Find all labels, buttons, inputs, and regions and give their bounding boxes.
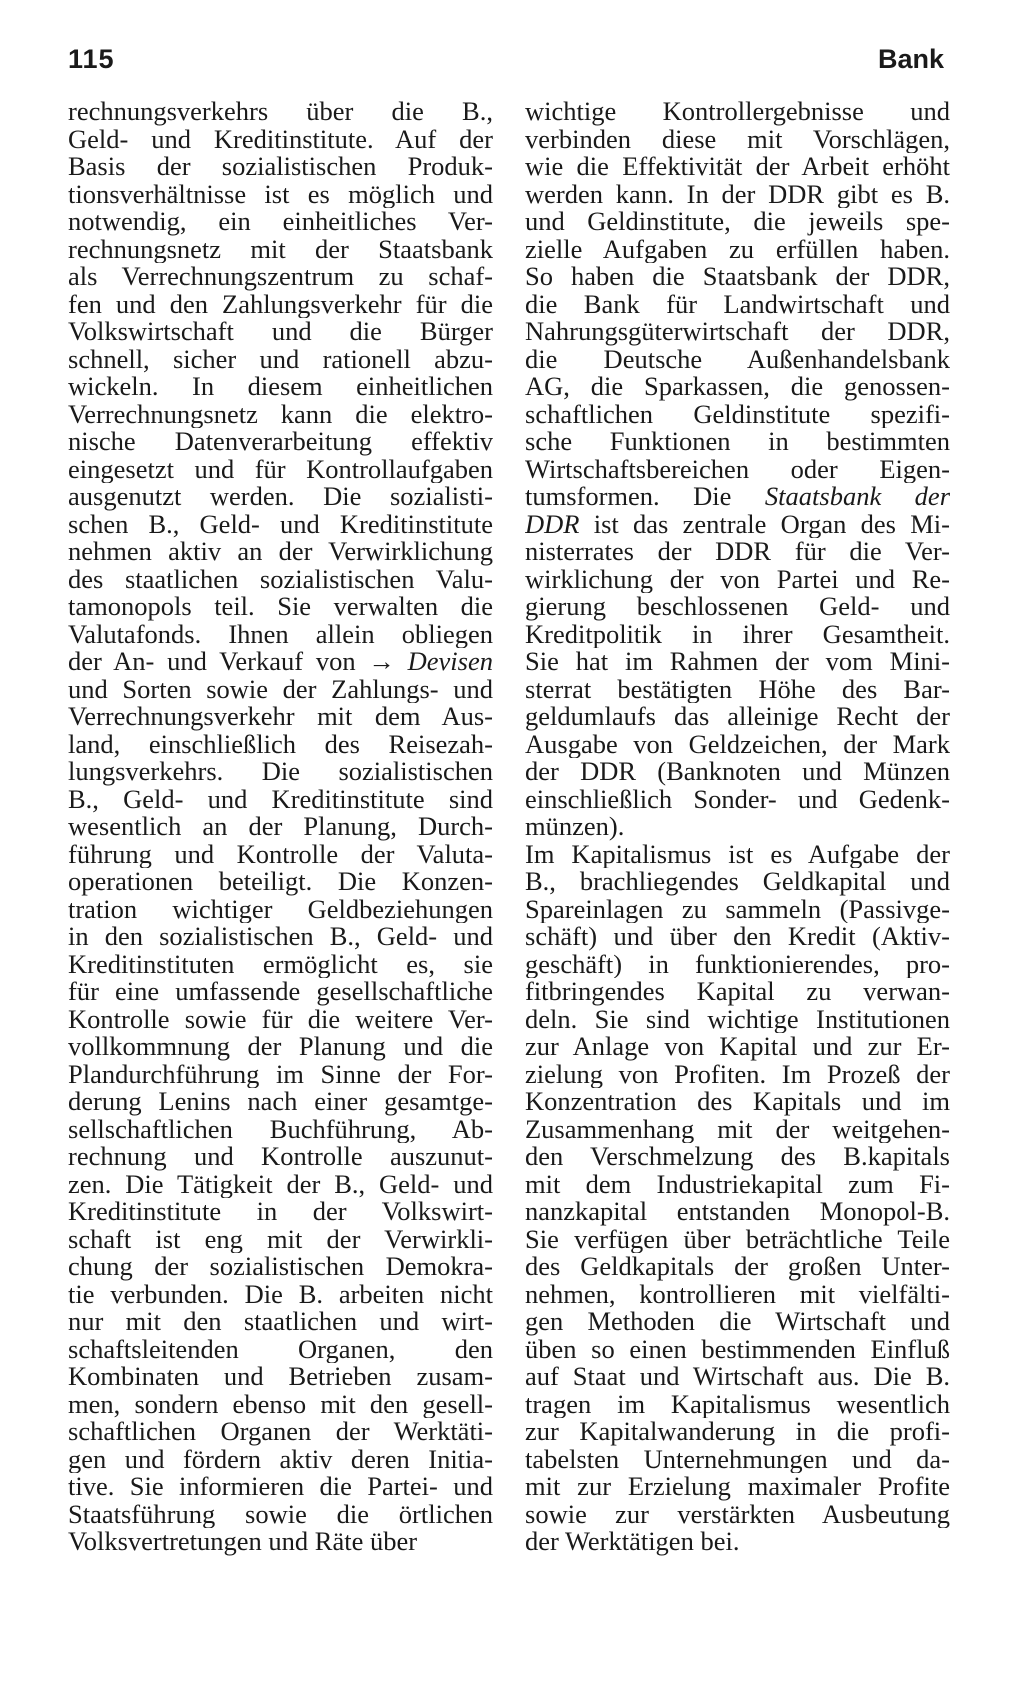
text-line <box>525 621 950 649</box>
text-segment: Kreditpolitik in ihrer Gesamtheit. <box>525 620 950 648</box>
text-segment: rechnungsverkehrs über die B., <box>68 98 493 126</box>
text-segment: Geld- und Kreditinstitute. Auf der <box>68 125 493 153</box>
text-segment: land, einschließlich des Reisezah- <box>68 730 493 758</box>
text-segment: notwendig, ein einheitliches Ver- <box>68 208 493 236</box>
text-segment: zur Anlage von Kapital und zur Er- <box>525 1033 950 1061</box>
text-segment: die Deutsche Außenhandelsbank <box>525 345 950 373</box>
text-line <box>68 1501 493 1529</box>
text-segment: zielung von Profiten. Im Prozeß der <box>525 1060 950 1088</box>
text-line <box>68 98 493 126</box>
text-segment: Spareinlagen zu sammeln (Passivge- <box>525 895 950 923</box>
text-line <box>525 731 950 759</box>
text-segment: nisterrates der DDR für die Ver- <box>525 538 950 566</box>
text-line <box>525 951 950 979</box>
text-line <box>525 1473 950 1501</box>
text-segment: der DDR (Banknoten und Münzen <box>525 758 950 786</box>
text-line <box>525 1363 950 1391</box>
text-line <box>525 758 950 786</box>
text-segment: nische Datenverarbeitung effektiv <box>68 428 493 456</box>
text-line <box>68 538 493 566</box>
text-segment: eingesetzt und für Kontrollaufgaben <box>68 455 493 483</box>
text-segment: nanzkapital entstanden Monopol-B. <box>525 1198 950 1226</box>
text-segment: fen und den Zahlungsverkehr für die <box>68 290 493 318</box>
text-segment: tie verbunden. Die B. arbeiten nicht <box>68 1280 493 1308</box>
text-line <box>68 648 493 676</box>
text-segment: in den sozialistischen B., Geld- und <box>68 923 493 951</box>
text-segment: sowie zur verstärkten Ausbeutung <box>525 1500 950 1528</box>
text-column-left <box>68 98 493 1556</box>
text-line <box>68 566 493 594</box>
text-line <box>525 1391 950 1419</box>
text-line <box>525 153 950 181</box>
text-line <box>68 1336 493 1364</box>
text-segment: chung der sozialistischen Demokra- <box>68 1253 493 1281</box>
text-segment: ist das zentrale Organ des Mi- <box>579 510 950 538</box>
text-segment: der Werktätigen bei. <box>525 1528 740 1556</box>
text-segment: Volkswirtschaft und die Bürger <box>68 318 493 346</box>
text-segment: zen. Die Tätigkeit der B., Geld- und <box>68 1170 493 1198</box>
text-segment: Wirtschaftsbereichen oder Eigen- <box>525 455 950 483</box>
text-segment: gierung beschlossenen Geld- und <box>525 593 950 621</box>
text-line <box>68 181 493 209</box>
text-segment: Staatsführung sowie die örtlichen <box>68 1500 493 1528</box>
text-line <box>525 978 950 1006</box>
text-segment: Sie verfügen über beträchtliche Teile <box>525 1225 950 1253</box>
text-line <box>68 1226 493 1254</box>
text-line <box>525 896 950 924</box>
text-segment: nehmen, kontrollieren mit vielfälti- <box>525 1280 950 1308</box>
text-line <box>525 1088 950 1116</box>
text-segment: fitbringendes Kapital zu verwan- <box>525 978 950 1006</box>
text-segment: münzen). <box>525 813 625 841</box>
text-segment: ausgenutzt werden. Die sozialisti- <box>68 483 493 511</box>
text-segment: rechnungsnetz mit der Staatsbank <box>68 235 493 263</box>
text-line <box>525 1446 950 1474</box>
text-line <box>68 593 493 621</box>
text-line <box>525 291 950 319</box>
text-segment: AG, die Sparkassen, die genossen- <box>525 373 950 401</box>
text-line <box>68 978 493 1006</box>
text-segment: schaftlichen Organen der Werktäti- <box>68 1418 493 1446</box>
text-line <box>525 1281 950 1309</box>
text-line <box>68 1061 493 1089</box>
text-line <box>68 1171 493 1199</box>
text-line <box>68 236 493 264</box>
text-segment: tration wichtiger Geldbeziehungen <box>68 895 493 923</box>
text-segment: und Sorten sowie der Zahlungs- und <box>68 675 493 703</box>
text-line <box>525 483 950 511</box>
text-line <box>525 263 950 291</box>
text-segment: Kreditinstitute in der Volkswirt- <box>68 1198 493 1226</box>
text-line <box>68 1253 493 1281</box>
text-segment: führung und Kontrolle der Valuta- <box>68 840 493 868</box>
text-line <box>525 593 950 621</box>
text-line <box>68 841 493 869</box>
text-line <box>525 98 950 126</box>
text-line <box>525 1308 950 1336</box>
text-segment: tabelsten Unternehmungen und da- <box>525 1445 950 1473</box>
text-segment: gen und fördern aktiv deren Initia- <box>68 1445 493 1473</box>
text-line <box>68 153 493 181</box>
text-line <box>68 951 493 979</box>
text-segment: verbinden diese mit Vorschlägen, <box>525 125 950 153</box>
text-segment: schen B., Geld- und Kreditinstitute <box>68 510 493 538</box>
text-line <box>525 1143 950 1171</box>
text-segment: mit zur Erzielung maximaler Profite <box>525 1473 950 1501</box>
text-line <box>525 923 950 951</box>
text-segment: sche Funktionen in bestimmten <box>525 428 950 456</box>
text-segment: wichtige Kontrollergebnisse und <box>525 98 950 126</box>
text-segment: tamonopols teil. Sie verwalten die <box>68 593 493 621</box>
text-line <box>525 1198 950 1226</box>
text-line <box>68 621 493 649</box>
text-line <box>525 1171 950 1199</box>
text-line <box>68 1528 493 1556</box>
text-line <box>68 373 493 401</box>
text-line <box>525 318 950 346</box>
text-segment: Kontrolle sowie für die weitere Ver- <box>68 1005 493 1033</box>
text-line <box>68 291 493 319</box>
text-line <box>525 1253 950 1281</box>
text-line <box>68 1473 493 1501</box>
text-line <box>68 456 493 484</box>
text-line <box>525 1006 950 1034</box>
italic-term: DDR <box>525 510 580 538</box>
text-segment: vollkommnung der Planung und die <box>68 1033 493 1061</box>
text-line <box>525 786 950 814</box>
text-segment: Nahrungsgüterwirtschaft der DDR, <box>525 318 950 346</box>
text-line <box>525 346 950 374</box>
text-line <box>525 703 950 731</box>
text-segment: deln. Sie sind wichtige Institutionen <box>525 1005 950 1033</box>
text-segment: gen Methoden die Wirtschaft und <box>525 1308 950 1336</box>
text-segment: Zusammenhang mit der weitgehen- <box>525 1115 950 1143</box>
text-segment: Basis der sozialistischen Produk- <box>68 153 493 181</box>
text-line <box>68 731 493 759</box>
text-segment: tumsformen. Die <box>525 483 765 511</box>
text-line <box>68 1363 493 1391</box>
text-line <box>525 1116 950 1144</box>
text-segment: tionsverhältnisse ist es möglich und <box>68 180 493 208</box>
text-line <box>525 373 950 401</box>
text-segment: Konzentration des Kapitals und im <box>525 1088 950 1116</box>
text-segment: als Verrechnungszentrum zu schaf- <box>68 263 493 291</box>
text-column-right <box>525 98 950 1556</box>
text-segment: einschließlich Sonder- und Gedenk- <box>525 785 950 813</box>
text-line <box>68 1088 493 1116</box>
text-line <box>525 1418 950 1446</box>
italic-term: Staatsbank der <box>764 483 950 511</box>
text-line <box>68 511 493 539</box>
text-segment: wesentlich an der Planung, Durch- <box>68 813 493 841</box>
text-segment: der An- und Verkauf von → <box>68 648 408 676</box>
text-line <box>525 648 950 676</box>
text-line <box>525 1528 950 1556</box>
text-line <box>68 786 493 814</box>
text-segment: wie die Effektivität der Arbeit erhöht <box>525 153 950 181</box>
text-line <box>525 1061 950 1089</box>
text-segment: operationen beteiligt. Die Konzen- <box>68 868 493 896</box>
text-line <box>68 923 493 951</box>
text-segment: B., Geld- und Kreditinstitute sind <box>68 785 493 813</box>
page-number: 115 <box>68 44 115 74</box>
text-segment: den Verschmelzung des B.kapitals <box>525 1143 950 1171</box>
text-line <box>68 758 493 786</box>
text-segment: schäft) und über den Kredit (Aktiv- <box>525 923 950 951</box>
text-line <box>525 236 950 264</box>
text-line <box>525 511 950 539</box>
text-segment: Kombinaten und Betrieben zusam- <box>68 1363 493 1391</box>
text-segment: rechnung und Kontrolle auszunut- <box>68 1143 493 1171</box>
text-line <box>525 401 950 429</box>
text-line <box>68 126 493 154</box>
text-segment: sterrat bestätigten Höhe des Bar- <box>525 675 950 703</box>
text-line <box>68 1198 493 1226</box>
running-head: Bank <box>877 44 944 74</box>
text-segment: schnell, sicher und rationell abzu- <box>68 345 493 373</box>
text-line <box>68 1281 493 1309</box>
text-line <box>525 868 950 896</box>
text-segment: wickeln. In diesem einheitlichen <box>68 373 493 401</box>
text-line <box>525 813 950 841</box>
text-line <box>68 346 493 374</box>
text-line <box>68 1143 493 1171</box>
text-segment: Ausgabe von Geldzeichen, der Mark <box>525 730 950 758</box>
text-segment: Valutafonds. Ihnen allein obliegen <box>68 620 493 648</box>
text-line <box>68 1033 493 1061</box>
text-line <box>68 1006 493 1034</box>
text-segment: Plandurchführung im Sinne der For- <box>68 1060 493 1088</box>
text-segment: nur mit den staatlichen und wirt- <box>68 1308 493 1336</box>
text-segment: des staatlichen sozialistischen Valu- <box>68 565 493 593</box>
text-line <box>525 208 950 236</box>
text-segment: die Bank für Landwirtschaft und <box>525 290 950 318</box>
text-segment: und Geldinstitute, die jeweils spe- <box>525 208 950 236</box>
text-segment: für eine umfassende gesellschaftliche <box>68 978 493 1006</box>
text-line <box>68 263 493 291</box>
text-segment: werden kann. In der DDR gibt es B. <box>525 180 950 208</box>
text-segment: schaftlichen Geldinstitute spezifi- <box>525 400 950 428</box>
text-line <box>525 1226 950 1254</box>
text-line <box>525 1033 950 1061</box>
text-segment: nehmen aktiv an der Verwirklichung <box>68 538 493 566</box>
text-segment: sellschaftlichen Buchführung, Ab- <box>68 1115 493 1143</box>
text-line <box>68 813 493 841</box>
text-segment: des Geldkapitals der großen Unter- <box>525 1253 950 1281</box>
text-segment: men, sondern ebenso mit den gesell- <box>68 1390 493 1418</box>
text-segment: Sie hat im Rahmen der vom Mini- <box>525 648 950 676</box>
text-line <box>68 1418 493 1446</box>
text-line <box>68 208 493 236</box>
text-segment: Volksvertretungen und Räte über <box>68 1528 418 1556</box>
text-line <box>525 1501 950 1529</box>
text-line <box>525 566 950 594</box>
text-segment: wirklichung der von Partei und Re- <box>525 565 950 593</box>
text-segment: derung Lenins nach einer gesamtge- <box>68 1088 493 1116</box>
text-line <box>68 1446 493 1474</box>
text-line <box>525 126 950 154</box>
text-line <box>525 1336 950 1364</box>
text-segment: üben so einen bestimmenden Einfluß <box>525 1335 950 1363</box>
text-segment: schaftsleitenden Organen, den <box>68 1335 493 1363</box>
text-line <box>68 401 493 429</box>
text-line <box>525 456 950 484</box>
italic-term: Devisen <box>407 648 493 676</box>
text-line <box>68 1308 493 1336</box>
text-segment: tive. Sie informieren die Partei- und <box>68 1473 493 1501</box>
text-line <box>525 538 950 566</box>
text-segment: geschäft) in funktionierendes, pro- <box>525 950 950 978</box>
text-line <box>68 1116 493 1144</box>
text-segment: auf Staat und Wirtschaft aus. Die B. <box>525 1363 950 1391</box>
text-segment: B., brachliegendes Geldkapital und <box>525 868 950 896</box>
text-segment: mit dem Industriekapital zum Fi- <box>525 1170 950 1198</box>
text-segment: tragen im Kapitalismus wesentlich <box>525 1390 950 1418</box>
text-line <box>68 703 493 731</box>
text-segment: lungsverkehrs. Die sozialistischen <box>68 758 493 786</box>
text-line <box>525 428 950 456</box>
text-line <box>68 868 493 896</box>
text-segment: geldumlaufs das alleinige Recht der <box>525 703 950 731</box>
text-segment: Verrechnungsnetz kann die elektro- <box>68 400 493 428</box>
text-line <box>525 841 950 869</box>
text-segment: Verrechnungsverkehr mit dem Aus- <box>68 703 493 731</box>
text-segment: zur Kapitalwanderung in die profi- <box>525 1418 950 1446</box>
text-line <box>68 896 493 924</box>
text-line <box>68 483 493 511</box>
text-segment: So haben die Staatsbank der DDR, <box>525 263 950 291</box>
text-line <box>68 1391 493 1419</box>
text-segment: zielle Aufgaben zu erfüllen haben. <box>525 235 950 263</box>
text-line <box>68 318 493 346</box>
text-segment: Kreditinstituten ermöglicht es, sie <box>68 950 493 978</box>
text-line <box>525 676 950 704</box>
text-line <box>525 181 950 209</box>
text-line <box>68 428 493 456</box>
text-segment: schaft ist eng mit der Verwirkli- <box>68 1225 493 1253</box>
text-segment: Im Kapitalismus ist es Aufgabe der <box>525 840 950 868</box>
text-line <box>68 676 493 704</box>
